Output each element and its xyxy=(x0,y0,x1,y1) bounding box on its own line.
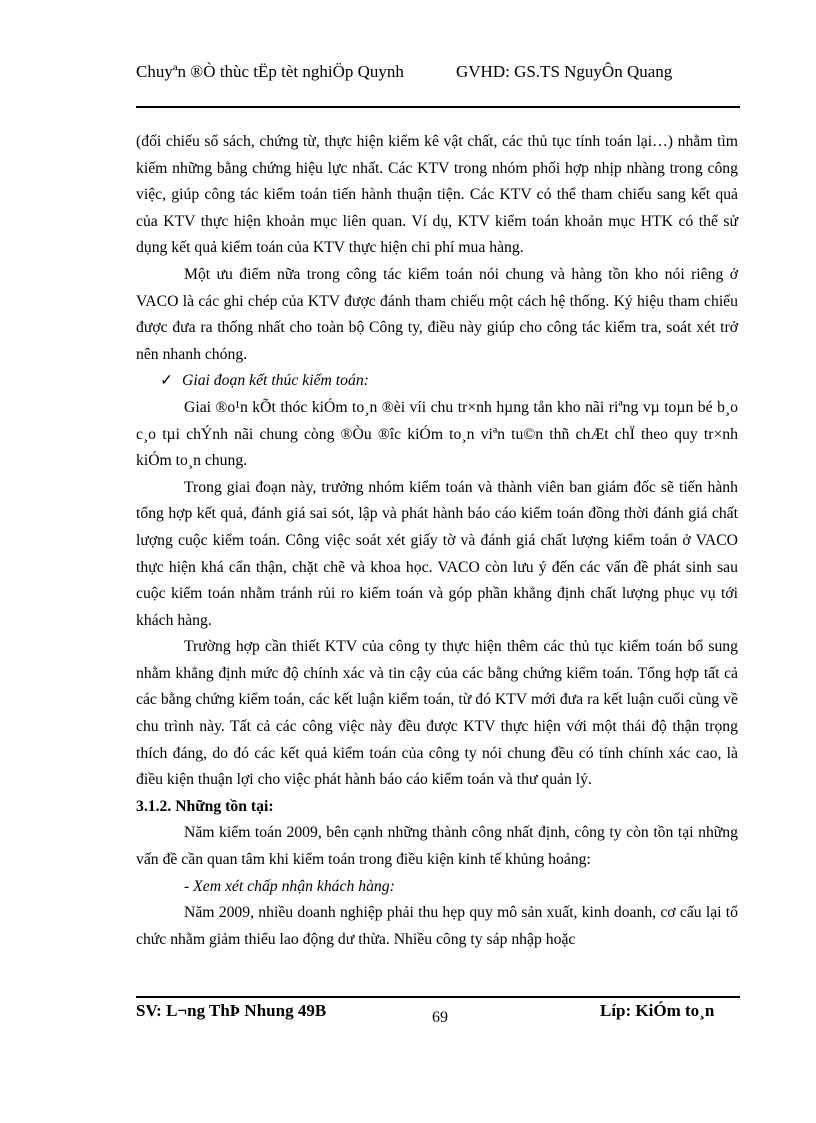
header-advisor: GVHD: GS.TS NguyÔn Quang xyxy=(456,62,673,81)
paragraph-3: Giai ®o¹n kÕt thóc kiÓm to¸n ®èi víi chu tr×nh hµng tån kho nãi riªng vµ toµn bé b¸o c¸o tµi chÝnh nãi chung còng ®Òu ®îc kiÓm to¸n viªn tu©n thñ chÆt chÏ theo quy tr×nh kiÓm to¸n chung. xyxy=(136,398,738,470)
footer-student: SV: L¬ng ThÞ Nhung 49B xyxy=(136,1001,327,1020)
paragraph-5: Trường hợp cần thiết KTV của công ty thực hiện thêm các thủ tục kiểm toán bổ sung nhằm khẳng định mức độ chính xác và tin cậy của các bằng chứng kiểm toán. Tổng hợp tất cả các bằng chứng kiểm toán, các kết luận kiểm toán, từ đó KTV mới đưa ra kết luận cuối cùng về chu trình này. Tất cả các công việc này đều được KTV thực hiện với một thái độ thận trọng thích đáng, do đó các kết quả kiểm toán của công ty nói chung đều có tính chính xác cao, là điều kiện thuận lợi cho việc phát hành báo cáo kiểm toán và thư quản lý. xyxy=(136,638,738,789)
section-heading: 3.1.2. Những tồn tại: xyxy=(136,797,274,815)
page-header xyxy=(136,60,740,108)
bullet-stage-heading xyxy=(136,368,738,395)
page-number: 69 xyxy=(432,1009,448,1026)
checkmark-icon: ✓ xyxy=(160,372,174,390)
paragraph-6: Năm kiểm toán 2009, bên cạnh những thành công nhất định, công ty còn tồn tại những vấn đề cần quan tâm khi kiểm toán trong điều kiện kinh tế khủng hoảng: xyxy=(136,824,738,869)
paragraph-4: Trong giai đoạn này, trưởng nhóm kiểm toán và thành viên ban giám đốc sẽ tiến hành tổng hợp kết quả, đánh giá sai sót, lập và phát hành báo cáo kiểm toán đồng thời đánh giá chất lượng cuộc kiểm toán. Công việc soát xét giấy tờ và đánh giá chất lượng kiểm toán ở VACO thực hiện khá cẩn thận, chặt chẽ và khoa học. VACO còn lưu ý đến các vấn đề phát sinh sau cuộc kiểm toán nhằm tránh rủi ro kiểm toán và góp phần khẳng định chất lượng phục vụ tới khách hàng. xyxy=(136,478,738,629)
page-body xyxy=(136,129,738,953)
footer-rule xyxy=(136,996,740,998)
header-rule xyxy=(136,106,740,108)
paragraph-7: Năm 2009, nhiều doanh nghiệp phải thu hẹp quy mô sản xuất, kinh doanh, cơ cấu lại tổ chức nhằm giảm thiểu lao động dư thừa. Nhiều công ty sáp nhập hoặc xyxy=(136,904,738,948)
header-title: Chuyªn ®Ò thùc tËp tèt nghiÖp Quynh xyxy=(136,62,404,81)
bullet-stage-label: Giai đoạn kết thúc kiểm toán: xyxy=(182,372,369,390)
footer-class: Líp: KiÓm to¸n xyxy=(600,1001,715,1020)
paragraph-2: Một ưu điểm nữa trong công tác kiểm toán nói chung và hàng tồn kho nói riêng ở VACO là các ghi chép của KTV được đánh tham chiếu một cách hệ thống. Ký hiệu tham chiếu được đưa ra thống nhất cho toàn bộ Công ty, điều này giúp cho công tác kiểm tra, soát xét trở nên nhanh chóng. xyxy=(136,265,738,363)
subheading-customer: - Xem xét chấp nhận khách hàng: xyxy=(184,877,395,895)
paragraph-1: (đối chiếu sổ sách, chứng từ, thực hiện kiểm kê vật chất, các thủ tục tính toán lại…) nhằm tìm kiếm những bằng chứng hiệu lực nhất. Các KTV trong nhóm phối hợp nhịp nhàng trong công việc, giúp công tác kiểm toán tiến hành thuận tiện. Các KTV có thể tham chiếu sang kết quả của KTV thực hiện khoản mục liên quan. Ví dụ, KTV kiểm toán khoản mục HTK có thể sử dụng kết quả kiểm toán của KTV thực hiện chi phí mua hàng. xyxy=(136,133,738,257)
